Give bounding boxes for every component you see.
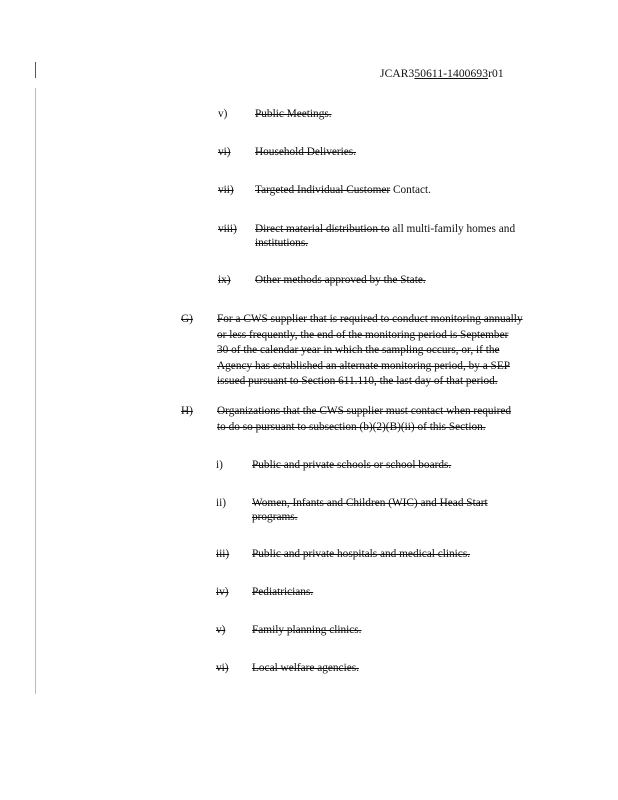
text-run: programs. [252, 511, 298, 523]
list-item-marker: viii) [218, 223, 237, 235]
list-item-marker: v) [218, 108, 228, 120]
document-header [380, 68, 504, 80]
text-run: Contact. [390, 184, 431, 196]
text-run: Public and private hospitals and medical clinics. [252, 548, 471, 560]
text-run: Household Deliveries. [255, 146, 357, 158]
text-run: For a CWS supplier that is required to conduct monitoring annually [217, 313, 523, 325]
paragraph-g-line [217, 312, 523, 326]
text-run: Public and private schools or school boards. [252, 459, 452, 471]
list-item-text [255, 145, 356, 159]
header-prefix: JCAR3 [380, 68, 415, 80]
paragraph-h-line [217, 404, 511, 418]
list-item-text-continued [255, 236, 308, 250]
margin-rule [35, 88, 36, 694]
paragraph-marker-h: H) [181, 405, 193, 417]
paragraph-g-line [217, 359, 510, 373]
list-item-text [252, 496, 488, 510]
text-run: issued pursuant to Section 611.110, the last day of that period. [217, 375, 498, 387]
list-item-text [252, 585, 313, 599]
list-item-marker: ii) [216, 497, 227, 509]
text-run: or less frequently, the end of the monitoring period is September [217, 328, 509, 341]
text-run: Local welfare agencies. [252, 662, 359, 674]
text-run: Women, Infants and Children (WIC) and Head Start [252, 497, 488, 509]
text-run: Direct material distribution to [255, 223, 390, 235]
list-item-marker: vi) [216, 662, 229, 674]
list-item-marker: iv) [216, 586, 229, 598]
paragraph-h-line [217, 420, 486, 434]
list-item-marker: iii) [216, 548, 230, 560]
list-item-marker: vi) [218, 146, 231, 158]
paragraph-g-line [217, 374, 498, 388]
list-item-text [252, 661, 359, 675]
list-item-marker: ix) [218, 274, 231, 286]
paragraph-g-line [217, 343, 500, 357]
list-item-text [255, 183, 431, 197]
text-run: institutions. [255, 237, 309, 249]
list-item-text [252, 623, 362, 637]
text-run: Pediatricians. [252, 586, 314, 598]
margin-mark [35, 62, 36, 78]
paragraph-g-line [217, 328, 508, 342]
list-item-text [255, 107, 332, 121]
list-item-text [252, 458, 451, 472]
header-suffix: r01 [488, 68, 504, 80]
text-run: Agency has established an alternate monitoring period, by a SEP [217, 359, 511, 372]
list-item-text-continued [252, 510, 298, 524]
text-run: all multi-family homes and [389, 223, 516, 235]
list-item-marker: v) [216, 624, 226, 636]
list-item-text [255, 222, 515, 236]
list-item-marker: i) [216, 459, 223, 471]
list-item-marker: vii) [218, 184, 234, 196]
text-run: Organizations that the CWS supplier must contact when required [217, 405, 512, 417]
header-number: 50611-1400693 [414, 68, 489, 80]
list-item-text [252, 547, 470, 561]
list-item-text [255, 273, 426, 287]
text-run: Other methods approved by the State. [255, 274, 426, 286]
text-run: Public Meetings. [255, 108, 332, 120]
text-run: Family planning clinics. [252, 624, 362, 636]
text-run: 30 of the calendar year in which the sampling occurs, or, if the [217, 344, 500, 356]
paragraph-marker-g: G) [181, 313, 193, 325]
text-run: to do so pursuant to subsection (b)(2)(B)(ii) of this Section. [217, 420, 486, 433]
text-run: Targeted Individual Customer [255, 184, 391, 196]
